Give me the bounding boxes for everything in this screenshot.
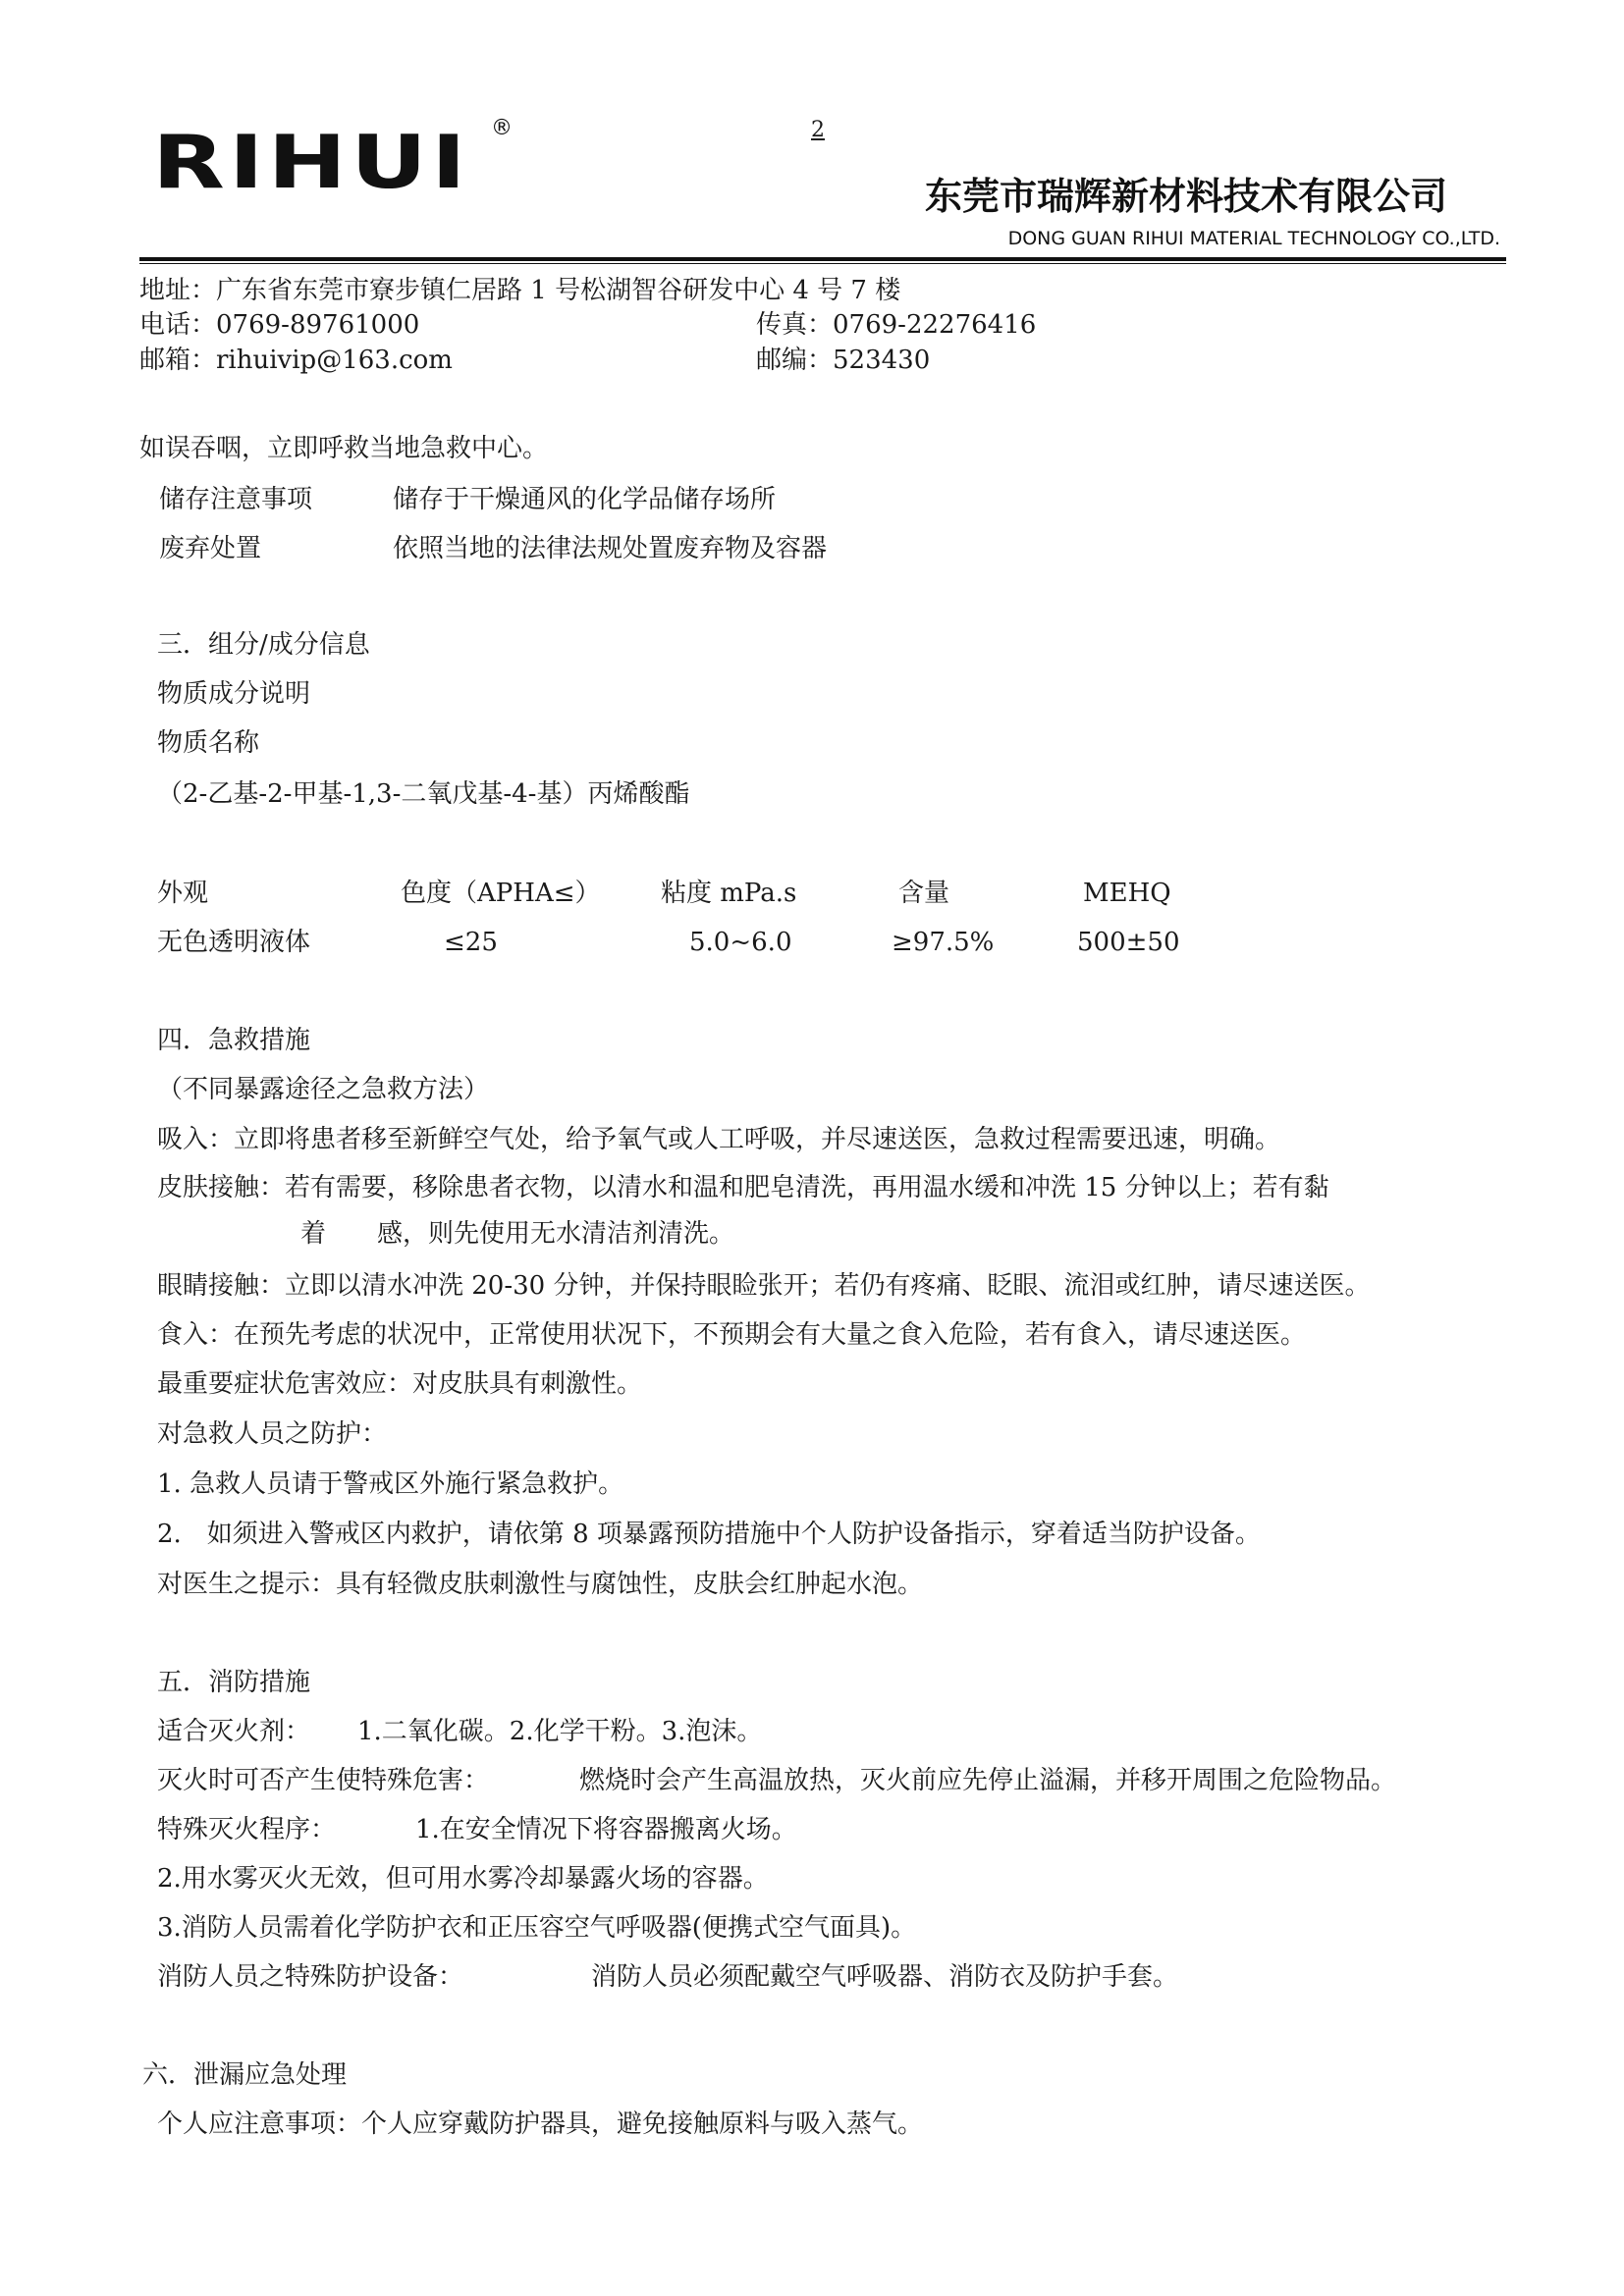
fire-media-value: 1.二氧化碳。2.化学干粉。3.泡沫。: [357, 1717, 763, 1746]
header-divider-thin: [139, 263, 1506, 264]
registered-mark: ®: [491, 116, 513, 140]
first-aid-protection-1: 1. 急救人员请于警戒区外施行紧急救护。: [157, 1469, 624, 1499]
disposal-value: 依照当地的法律法规处置废弃物及容器: [393, 534, 828, 563]
contact-email: 邮箱：rihuivip@163.com: [139, 346, 453, 375]
spec-value-viscosity: 5.0~6.0: [689, 928, 792, 957]
spec-value-mehq: 500±50: [1077, 928, 1180, 957]
contact-address: 地址：广东省东莞市寮步镇仁居路 1 号松湖智谷研发中心 4 号 7 楼: [139, 276, 901, 305]
company-name-en: DONG GUAN RIHUI MATERIAL TECHNOLOGY CO.,LTD.: [1007, 228, 1500, 249]
company-name-cn: 东莞市瑞辉新材料技术有限公司: [924, 175, 1447, 218]
fire-procedure-3: 3.消防人员需着化学防护衣和正压容空气呼吸器(便携式空气面具)。: [157, 1913, 917, 1943]
spec-header-appearance: 外观: [157, 879, 209, 908]
spec-header-content: 含量: [898, 879, 950, 908]
storage-value: 储存于干燥通风的化学品储存场所: [393, 485, 777, 514]
spec-header-color: 色度（APHA≤）: [401, 879, 601, 908]
section-3-title: 三．组分/成分信息: [157, 630, 370, 660]
first-aid-ingestion: 食入：在预先考虑的状况中，正常使用状况下，不预期会有大量之食入危险，若有食入，请尽速送医。: [157, 1320, 1307, 1350]
disposal-label: 废弃处置: [159, 534, 262, 563]
section-3-name-label: 物质名称: [157, 728, 260, 758]
first-aid-skin-cont: 着 感，则先使用无水清洁剂清洗。: [300, 1219, 735, 1249]
fire-equipment-value: 消防人员必须配戴空气呼吸器、消防衣及防护手套。: [591, 1962, 1179, 1992]
fire-equipment-label: 消防人员之特殊防护设备：: [157, 1962, 464, 1992]
fire-procedure-1: 1.在安全情况下将容器搬离火场。: [415, 1815, 797, 1844]
section-4-subtitle: （不同暴露途径之急救方法）: [157, 1075, 490, 1104]
spec-value-appearance: 无色透明液体: [157, 928, 311, 957]
company-logo: RIHUI: [152, 119, 470, 206]
fire-hazard-value: 燃烧时会产生高温放热，灭火前应先停止溢漏，并移开周围之危险物品。: [579, 1766, 1397, 1795]
spec-header-viscosity: 粘度 mPa.s: [661, 879, 797, 908]
header-divider: [139, 257, 1506, 261]
swallow-note: 如误吞咽，立即呼救当地急救中心。: [139, 434, 549, 463]
first-aid-protection-title: 对急救人员之防护：: [157, 1419, 388, 1449]
first-aid-skin: 皮肤接触：若有需要，移除患者衣物，以清水和温和肥皂清洗，再用温水缓和冲洗 15 分钟以上；若有黏: [157, 1173, 1329, 1202]
section-3-substance-name: （2-乙基-2-甲基-1,3-二氧戊基-4-基）丙烯酸酯: [157, 779, 690, 809]
section-6-title: 六．泄漏应急处理: [142, 2060, 348, 2090]
fire-hazard-label: 灭火时可否产生使特殊危害：: [157, 1766, 490, 1795]
fire-media-label: 适合灭火剂：: [157, 1717, 311, 1746]
first-aid-symptom: 最重要症状危害效应：对皮肤具有刺激性。: [157, 1369, 643, 1399]
section-4-title: 四．急救措施: [157, 1026, 311, 1055]
first-aid-inhalation: 吸入：立即将患者移至新鲜空气处，给予氧气或人工呼吸，并尽速送医，急救过程需要迅速，明确。: [157, 1125, 1281, 1154]
fire-procedure-2: 2.用水雾灭火无效，但可用水雾冷却暴露火场的容器。: [157, 1864, 769, 1894]
section-3-desc: 物质成分说明: [157, 679, 311, 709]
fire-procedure-label: 特殊灭火程序：: [157, 1815, 337, 1844]
spec-value-color: ≤25: [444, 928, 498, 957]
contact-postcode: 邮编：523430: [756, 346, 931, 375]
section-5-title: 五．消防措施: [157, 1668, 311, 1697]
spec-header-mehq: MEHQ: [1083, 879, 1171, 908]
first-aid-doctor-note: 对医生之提示：具有轻微皮肤刺激性与腐蚀性，皮肤会红肿起水泡。: [157, 1570, 924, 1599]
first-aid-eye: 眼睛接触：立即以清水冲洗 20-30 分钟，并保持眼睑张开；若仍有疼痛、眨眼、流泪或红肿，请尽速送医。: [157, 1271, 1371, 1301]
spill-personal-precautions: 个人应注意事项：个人应穿戴防护器具，避免接触原料与吸入蒸气。: [157, 2109, 924, 2139]
contact-fax: 传真：0769-22276416: [756, 310, 1037, 340]
page-number: 2: [811, 118, 825, 142]
contact-phone: 电话：0769-89761000: [139, 310, 420, 340]
spec-value-content: ≥97.5%: [892, 928, 995, 957]
first-aid-protection-2: 2. 如须进入警戒区内救护，请依第 8 项暴露预防措施中个人防护设备指示，穿着适当防护设备。: [157, 1520, 1261, 1549]
storage-label: 储存注意事项: [159, 485, 313, 514]
